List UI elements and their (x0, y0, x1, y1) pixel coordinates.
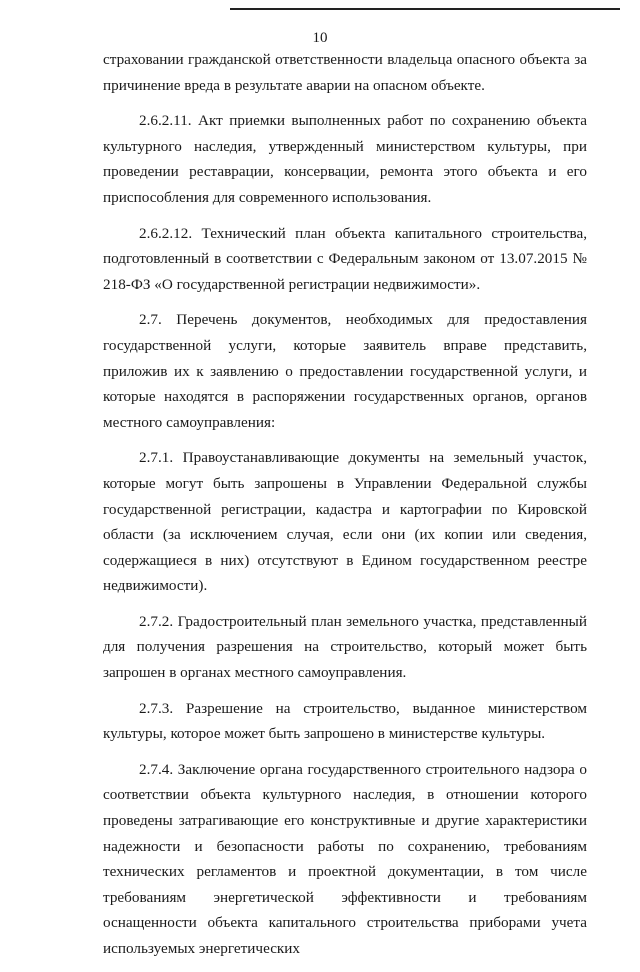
paragraph-2-7: 2.7. Перечень документов, необходимых для предоставления государственной услуги, которые заявитель вправе представить, приложив их к заявлению о предоставлении государственной услуги, и которые находятся в распоряжении государственных органов, органов местного самоуправления: (103, 311, 587, 431)
paragraph-2-7-1: 2.7.1. Правоустанавливающие документы на земельный участок, которые могут быть запрошены в Управлении Федеральной службы государственной регистрации, кадастра и картографии по Кировской области (за исключением случая, если они (их копии или сведения, содержащиеся в них) отсутствуют в Едином государственном реестре недвижимости). (103, 449, 587, 595)
paragraph-2-6-2-11: 2.6.2.11. Акт приемки выполненных работ по сохранению объекта культурного наследия, утвержденный министерством культуры, при проведении реставрации, консервации, ремонта этого объекта и его приспособления для современного использования. (103, 112, 587, 206)
paragraph-2-7-2: 2.7.2. Градостроительный план земельного участка, представленный для получения разрешения на строительство, который может быть запрошен в органах местного самоуправления. (103, 612, 587, 682)
page-number: 10 (312, 30, 328, 46)
paragraph-2-7-4: 2.7.4. Заключение органа государственного строительного надзора о соответствии объекта культурного наследия, в отношении которого проведены затрагивающие его конструктивные и другие характеристики надежности и безопасности работы по сохранению, требованиям технических регламентов и проектной документации, в том числе требованиям энергетической эффективности и требованиям оснащенности объекта капитального строительства приборами учета используемых энергетических (103, 760, 587, 957)
paragraph-2-7-3: 2.7.3. Разрешение на строительство, выданное министерством культуры, которое может быть запрошено в министерстве культуры. (103, 699, 587, 743)
document-body (103, 47, 587, 972)
top-rule (230, 8, 620, 10)
paragraph-2-6-2-12: 2.6.2.12. Технический план объекта капитального строительства, подготовленный в соответствии с Федеральным законом от 13.07.2015 № 218-ФЗ «О государственной регистрации недвижимости». (103, 224, 587, 293)
paragraph-continuation: страховании гражданской ответственности владельца опасного объекта за причинение вреда в результате аварии на опасном объекте. (103, 51, 587, 94)
